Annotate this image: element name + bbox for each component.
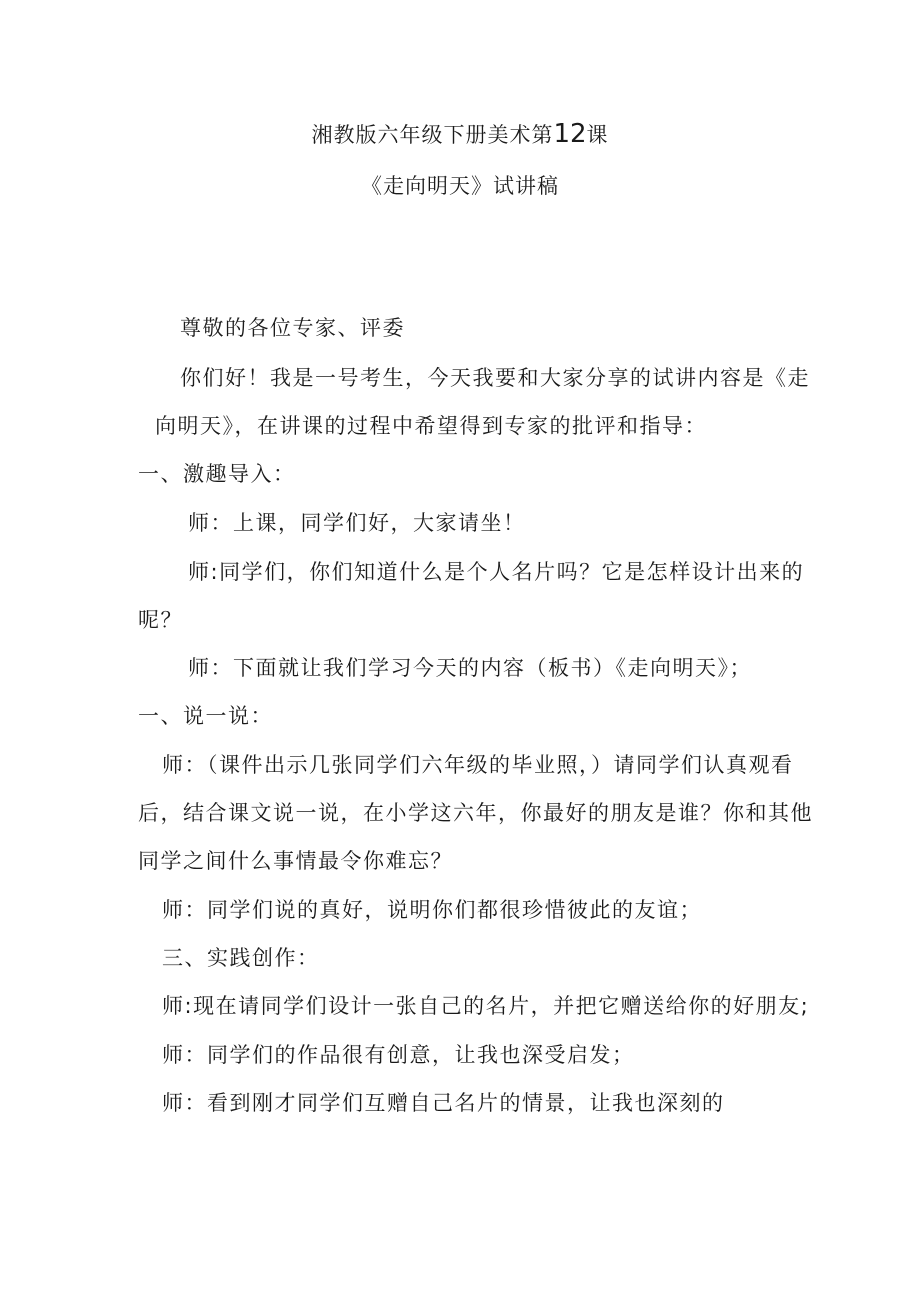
paragraph-line: 师：同学们说的真好，说明你们都很珍惜彼此的友谊； (162, 898, 702, 922)
paragraph-line: 师：看到刚才同学们互赠自己名片的情景，让我也深刻的 (162, 1091, 725, 1115)
document-title (0, 120, 920, 149)
paragraph-line: 呢？ (138, 608, 183, 632)
paragraph-line: 师：同学们的作品很有创意，让我也深受启发； (162, 1043, 635, 1067)
title-prefix: 湘教版六年级下册美术第 (311, 123, 554, 147)
section-heading: 一、说一说： (138, 704, 273, 728)
section-heading: 三、实践创作： (162, 946, 320, 970)
paragraph-line: 后，结合课文说一说，在小学这六年，你最好的朋友是谁？你和其他 (138, 801, 813, 825)
paragraph-line: 向明天》，在讲课的过程中希望得到专家的批评和指导： (155, 414, 707, 438)
paragraph-line: 同学之间什么事情最令你难忘？ (138, 849, 453, 873)
paragraph-line: 师:现在请同学们设计一张自己的名片，并把它赠送给你的好朋友; (162, 994, 810, 1018)
paragraph-line: 师：上课，同学们好，大家请坐！ (188, 511, 526, 535)
title-suffix: 课 (586, 123, 609, 147)
section-heading: 一、激趣导入： (138, 462, 296, 486)
title-number: 12 (553, 119, 587, 149)
paragraph-line: 师：（课件出示几张同学们六年级的毕业照，）请同学们认真观看 (162, 753, 794, 777)
paragraph-line: 你们好！我是一号考生，今天我要和大家分享的试讲内容是《走 (180, 366, 810, 390)
paragraph-line: 师：下面就让我们学习今天的内容（板书）《走向明天》； (188, 656, 752, 680)
paragraph-line: 师:同学们，你们知道什么是个人名片吗？它是怎样设计出来的 (188, 560, 805, 584)
greeting-line: 尊敬的各位专家、评委 (180, 316, 405, 340)
document-subtitle: 《走向明天》试讲稿 (361, 174, 559, 198)
